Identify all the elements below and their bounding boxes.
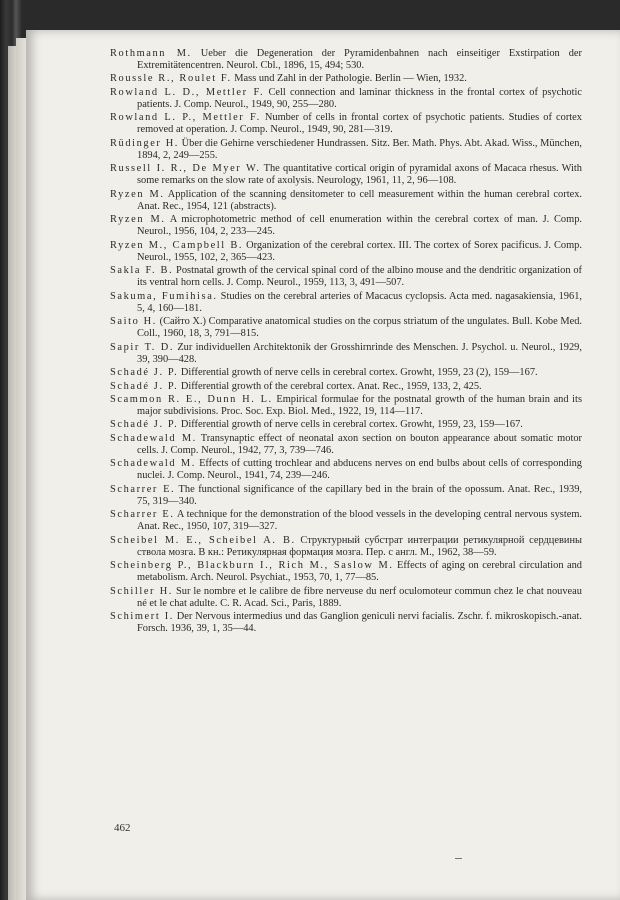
reference-author: Schadé J. P. [110, 367, 179, 379]
reference-author: Rothmann M. [110, 48, 192, 59]
reference-text: Effects of aging on cerebral circulation and metabolism. Arch. Neurol. Psychiat., 1953, 70, 1, 77—85. [137, 560, 582, 584]
reference-text: Ueber die Degeneration der Pyramidenbahnen nach einseitiger Exstirpation der Extremitätencentren. Neurol. Cbl., 1896, 15, 494; 530. [137, 48, 582, 72]
reference-author: Sakla F. B. [110, 265, 174, 277]
reference-text: Mass und Zahl in der Pathologie. Berlin — Wien, 1932. [234, 73, 467, 85]
reference-author: Scammon R. E., Dunn H. L. [110, 393, 273, 405]
reference-author: Rowland L. D., Mettler F. [110, 86, 265, 98]
reference-author: Scharrer E. [110, 509, 175, 521]
reference-text: Organization of the cerebral cortex. III. The cortex of Sorex pacificus. J. Comp. Neurol., 1955, 102, 2, 365—423. [137, 239, 582, 263]
reference-text: A technique for the demonstration of the blood vessels in the developing central nervous system. Anat. Rec., 1950, 107, 319—327. [137, 509, 582, 533]
reference-text: Differential growth of nerve cells in cerebral cortex. Growht, 1959, 23 (2), 159—167. [180, 367, 538, 379]
reference-entry [110, 163, 582, 187]
reference-text: Postnatal growth of the cervical spinal cord of the albino mouse and the dendritic organization of its ventral horn cells. J. Comp. Neurol., 1959, 113, 3, 491—507. [137, 265, 582, 289]
reference-entry [110, 342, 582, 366]
reference-author: Schimert I. [110, 611, 174, 623]
reference-author: Saito H. [110, 316, 157, 328]
reference-author: Rowland L. P., Mettler F. [110, 112, 261, 124]
reference-text: Application of the scanning densitometer to cell measurement within the human cerebral cortex. Anat. Rec., 1954, 121 (abstracts). [137, 188, 582, 212]
reference-author: Ryzen M. [110, 214, 166, 226]
reference-text: Studies on the cerebral arteries of Macacus cyclopsis. Acta med. nagasakiensia, 1961, 5, 4, 160—181. [137, 290, 582, 314]
reference-author: Schiller H. [110, 585, 173, 597]
reference-author: Ryzen M. [110, 188, 165, 200]
reference-text: The functional significance of the capillary bed in the brain of the opossum. Anat. Rec., 1939, 75, 319—340. [137, 483, 582, 507]
reference-entry [110, 265, 582, 289]
reference-author: Sakuma, Fumihisa. [110, 290, 218, 302]
reference-text: Der Nervous intermedius und das Ganglion geniculi nervi facialis. Zschr. f. mikroskopisch.-anat. Forsch. 1936, 39, 1, 35—44. [137, 611, 582, 635]
reference-entry [110, 240, 582, 264]
reference-entry [110, 189, 582, 213]
reference-text: Zur individuellen Architektonik der Grosshirnrinde des Menschen. J. Psychol. u. Neurol., 1929, 39, 390—428. [137, 341, 582, 365]
reference-author: Schadewald M. [110, 458, 196, 470]
reference-text: Sur le nombre et le calibre de fibre nerveuse du nerf oculomoteur commun chez le chat nouveau né et le chat adulte. C. R. Acad. Sci., Paris, 1889. [137, 585, 582, 609]
reference-author: Russell I. R., De Myer W. [110, 163, 261, 175]
reference-text: Effects of cutting trochlear and abducens nerves on end bulbs about cells of corresponding nuclei. J. Comp. Neurol., 1941, 74, 239—246. [137, 458, 582, 482]
reference-text: Differential growth of the cerebral cortex. Anat. Rec., 1959, 133, 2, 425. [180, 380, 482, 392]
reference-text: (Сайто X.) Comparative anatomical studies on the corpus striatum of the ungulates. Bull. Kobe Med. Coll., 1960, 18, 3, 791—815. [137, 316, 582, 340]
reference-text: Transynaptic effect of neonatal axon section on bouton appearance about somatic motor cells. J. Comp. Neurol., 1942, 77, 3, 739—746. [137, 432, 582, 456]
reference-author: Ryzen M., Campbell B. [110, 239, 244, 251]
reference-author: Scheibel M. E., Scheibel A. B. [110, 534, 296, 546]
reference-entry [110, 214, 582, 238]
reference-entry [110, 611, 582, 635]
reference-entry [110, 381, 582, 393]
reference-text: Cell connection and laminar thickness in the frontal cortex of psychotic patients. J. Comp. Neurol., 1949, 90, 255—280. [137, 86, 582, 110]
reference-entry [110, 367, 582, 379]
reference-author: Schadé J. P. [110, 419, 179, 431]
reference-entry [110, 509, 582, 533]
reference-entry [110, 458, 582, 482]
reference-author: Scheinberg P., Blackburn I., Rich M., Saslow M. [110, 560, 394, 572]
reference-author: Schadé J. P. [110, 380, 179, 392]
reference-entry [110, 316, 582, 340]
reference-text: Empirical formulae for the postnatal growth of the human brain and its major subdivisions. Proc. Soc. Exp. Biol. Med., 1922, 19, 114—117. [137, 393, 582, 418]
reference-text: Number of cells in frontal cortex of psychotic patients. Studies of cortex removed at operation. J. Comp. Neurol., 1949, 90, 281—319. [137, 112, 582, 136]
reference-entry [110, 535, 582, 559]
reference-author: Roussle R., Roulet F. [110, 73, 232, 85]
reference-entry [110, 87, 582, 111]
reference-author: Rüdinger H. [110, 137, 180, 149]
reference-text: Differential growth of nerve cells in cerebral cortex. Growht, 1959, 23, 159—167. [180, 419, 523, 431]
reference-entry [110, 291, 582, 315]
page-number: 462 [114, 822, 131, 834]
reference-list [110, 48, 582, 637]
reference-author: Scharrer E. [110, 483, 176, 495]
reference-entry [110, 484, 582, 508]
reference-text: A microphotometric method of cell enumeration within the cerebral cortex of man. J. Comp. Neurol., 1956, 104, 2, 233—245. [137, 214, 582, 238]
reference-entry [110, 433, 582, 457]
reference-entry [110, 112, 582, 136]
reference-entry [110, 394, 582, 418]
footer-mark [455, 858, 462, 859]
reference-entry [110, 48, 582, 72]
reference-entry [110, 560, 582, 584]
reference-entry [110, 73, 582, 85]
reference-text: Структурный субстрат интеграции ретикулярной сердцевины ствола мозга. В кн.: Ретикулярная формация мозга. Пер. с англ. М., 1962, 38—59. [137, 534, 582, 558]
reference-entry [110, 419, 582, 431]
reference-entry [110, 586, 582, 610]
reference-entry [110, 138, 582, 162]
reference-author: Schadewald M. [110, 432, 197, 444]
reference-text: The quantitative cortical origin of pyramidal axons of Macaca rhesus. With some remarks on the slow rate of axolysis. Neurology, 1961, 11, 2, 96—108. [137, 163, 583, 187]
reference-text: Über die Gehirne verschiedener Hundrassen. Sitz. Ber. Math. Phys. Abt. Akad. Wiss., München, 1894, 2, 249—255. [137, 137, 582, 161]
reference-author: Sapir T. D. [110, 341, 175, 353]
